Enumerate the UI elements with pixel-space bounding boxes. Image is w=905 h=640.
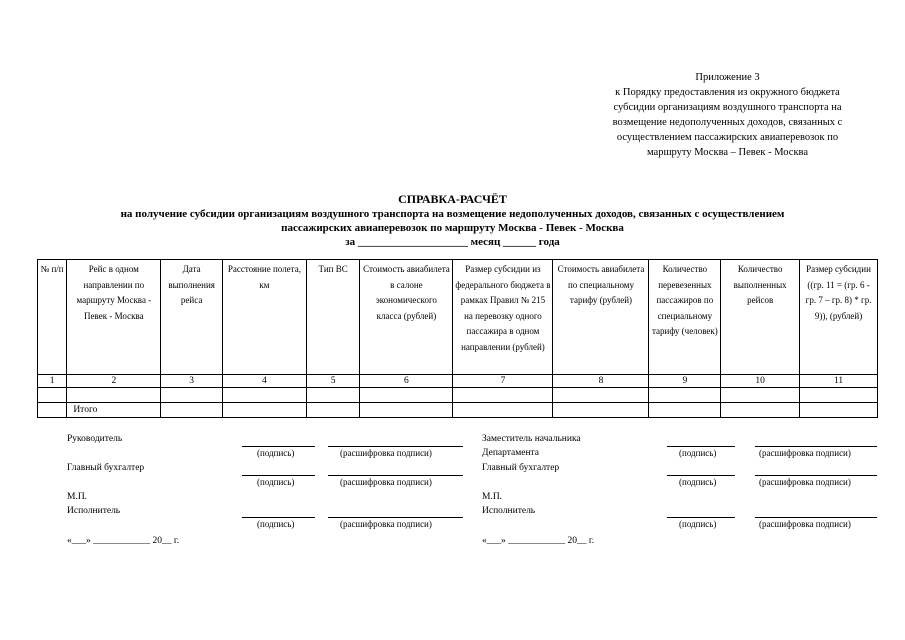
date-line[interactable]: «___» ____________ 20__ г. [67, 536, 180, 546]
column-number-row [38, 375, 878, 388]
column-number: 9 [649, 375, 721, 388]
column-number: 4 [222, 375, 306, 388]
column-number: 11 [800, 375, 878, 388]
deputy-label: Заместитель начальника [482, 434, 581, 444]
table-cell[interactable] [38, 388, 67, 403]
table-cell[interactable] [453, 403, 553, 418]
decoding-caption: (расшифровка подписи) [340, 519, 432, 529]
column-header: Размер субсидии ((гр. 11 = (гр. 6 - гр. 7 – гр. 8) * гр. 9)), (рублей) [800, 260, 878, 375]
table-cell[interactable] [161, 388, 223, 403]
table-cell[interactable] [306, 403, 360, 418]
signature-line[interactable] [242, 446, 315, 447]
appendix-line: Приложение 3 [695, 72, 760, 83]
total-row [38, 403, 878, 418]
signature-caption: (подпись) [257, 477, 295, 487]
column-number: 8 [553, 375, 649, 388]
decoding-line[interactable] [328, 446, 463, 447]
table-cell[interactable] [453, 388, 553, 403]
table-cell[interactable] [222, 403, 306, 418]
department-label: Департамента [482, 448, 540, 458]
decoding-caption: (расшифровка подписи) [340, 448, 432, 458]
signature-caption: (подпись) [679, 448, 717, 458]
decoding-line[interactable] [755, 446, 877, 447]
column-header: Тип ВС [306, 260, 360, 375]
title-line: пассажирских авиаперевозок по маршруту Москва - Певек - Москва [281, 222, 624, 234]
column-number: 6 [360, 375, 453, 388]
column-header: Стоимость авиабилета в салоне экономического класса (рублей) [360, 260, 453, 375]
executor-label: Исполнитель [67, 506, 121, 516]
table-cell[interactable] [553, 388, 649, 403]
appendix-line: маршруту Москва – Певек - Москва [646, 147, 809, 158]
table-cell[interactable] [222, 388, 306, 403]
signature-line[interactable] [242, 475, 315, 476]
column-header: Количество перевезенных пассажиров по специальному тарифу (человек) [649, 260, 721, 375]
column-number: 1 [38, 375, 67, 388]
table-row [38, 388, 878, 403]
head-label: Руководитель [67, 434, 123, 444]
stamp-label: М.П. [482, 492, 503, 502]
appendix-line: к Порядку предоставления из окружного бюджета [615, 87, 840, 98]
decoding-caption: (расшифровка подписи) [759, 448, 851, 458]
table-cell[interactable] [721, 403, 800, 418]
table-cell[interactable] [800, 388, 878, 403]
decoding-line[interactable] [755, 475, 877, 476]
table-cell[interactable] [721, 388, 800, 403]
signature-caption: (подпись) [679, 519, 717, 529]
signature-line[interactable] [667, 517, 735, 518]
table-cell[interactable] [649, 388, 721, 403]
title-main: СПРАВКА-РАСЧЁТ [398, 192, 507, 206]
decoding-line[interactable] [755, 517, 877, 518]
signature-caption: (подпись) [257, 519, 295, 529]
column-header: Размер субсидии из федерального бюджета в рамках Правил № 215 на перевозку одного пассажира в одном направлении (рублей) [453, 260, 553, 375]
appendix-line: осуществлением пассажирских авиаперевозок по [616, 132, 839, 143]
appendix-line: субсидии организациям воздушного транспорта на [613, 102, 842, 113]
column-header: Рейс в одном направлении по маршруту Москва - Певек - Москва [67, 260, 161, 375]
decoding-caption: (расшифровка подписи) [759, 477, 851, 487]
table-cell[interactable] [800, 403, 878, 418]
decoding-line[interactable] [328, 517, 463, 518]
table-cell[interactable] [360, 388, 453, 403]
table-cell[interactable] [38, 403, 67, 418]
column-number: 7 [453, 375, 553, 388]
stamp-label: М.П. [67, 492, 88, 502]
table-cell[interactable] [67, 388, 161, 403]
column-header: Количество выполненных рейсов [721, 260, 800, 375]
column-number: 10 [721, 375, 800, 388]
signature-caption: (подпись) [257, 448, 295, 458]
decoding-caption: (расшифровка подписи) [340, 477, 432, 487]
chief-accountant-label: Главный бухгалтер [67, 463, 145, 473]
chief-accountant-label: Главный бухгалтер [482, 463, 560, 473]
column-header: Стоимость авиабилета по специальному тарифу (рублей) [553, 260, 649, 375]
appendix-line: возмещение недополученных доходов, связанных с [612, 117, 843, 128]
table-cell[interactable] [306, 388, 360, 403]
signature-line[interactable] [667, 446, 735, 447]
table-cell[interactable] [649, 403, 721, 418]
decoding-line[interactable] [328, 475, 463, 476]
appendix-header [570, 70, 885, 160]
title-line: на получение субсидии организациям воздушного транспорта на возмещение недополученных доходов, связанных с осуществлением [120, 208, 785, 220]
column-header: № п/п [38, 260, 67, 375]
column-number: 2 [67, 375, 161, 388]
decoding-caption: (расшифровка подписи) [759, 519, 851, 529]
signature-line[interactable] [667, 475, 735, 476]
table-cell[interactable] [161, 403, 223, 418]
total-label: Итого [67, 403, 161, 418]
executor-label: Исполнитель [482, 506, 536, 516]
column-number: 3 [161, 375, 223, 388]
column-header: Дата выполнения рейса [161, 260, 223, 375]
document-title [30, 192, 875, 249]
column-header: Расстояние полета, км [222, 260, 306, 375]
column-number: 5 [306, 375, 360, 388]
table-header-row [38, 260, 878, 375]
table-cell[interactable] [553, 403, 649, 418]
signature-line[interactable] [242, 517, 315, 518]
table-cell[interactable] [360, 403, 453, 418]
calculation-table [37, 259, 878, 418]
date-line[interactable]: «___» ____________ 20__ г. [482, 536, 595, 546]
signature-caption: (подпись) [679, 477, 717, 487]
title-period: за ____________________ месяц ______ года [345, 236, 560, 248]
